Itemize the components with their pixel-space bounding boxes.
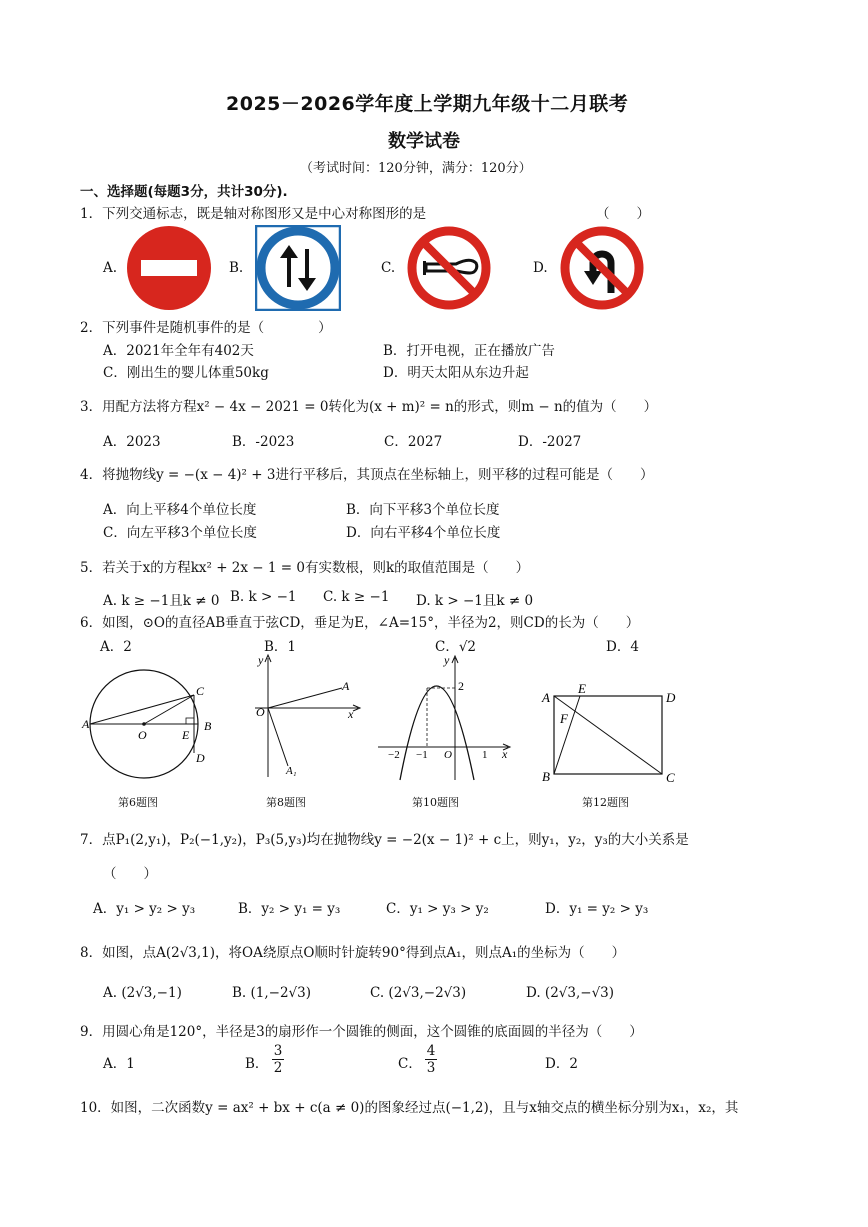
fig6-label-b: B xyxy=(204,719,212,733)
q2-option-c: C．刚出生的婴儿体重50kg xyxy=(103,365,269,381)
q2-stem: 2．下列事件是随机事件的是（ ） xyxy=(80,320,332,336)
q2-option-a: A．2021年全年有402天 xyxy=(103,343,254,359)
q9-option-c-label: C． xyxy=(398,1056,422,1072)
q8-stem: 8．如图，点A(2√3,1)，将OA绕原点O顺时针旋转90°得到点A₁，则点A₁的坐标为（ ） xyxy=(80,945,626,961)
fig12-label-e: E xyxy=(578,681,586,696)
q6-option-c: C．√2 xyxy=(435,639,477,655)
no-u-turn-sign-icon xyxy=(559,225,645,311)
q1-bracket: （ ） xyxy=(596,206,650,222)
fig8-label-a1: A₁ xyxy=(286,765,297,777)
exam-subtitle: 数学试卷 xyxy=(388,131,460,152)
section-heading: 一、选择题(每题3分，共计30分). xyxy=(80,184,288,200)
q5-stem: 5．若关于x的方程kx² + 2x − 1 = 0有实数根，则k的取值范围是（ ） xyxy=(80,560,530,576)
q9-option-c-denominator: 3 xyxy=(426,1060,436,1076)
q9-option-b-numerator: 3 xyxy=(273,1043,283,1059)
q7-option-c: C．y₁ > y₃ > y₂ xyxy=(386,901,489,917)
fig10-label-o: O xyxy=(444,749,452,761)
fig6-label-d: D xyxy=(196,751,205,765)
q5-option-c: C. k ≥ −1 xyxy=(323,589,390,605)
fig8-label-y: y xyxy=(258,653,264,667)
fig12-label-f: F xyxy=(560,711,568,726)
q9-option-b-fraction xyxy=(272,1043,284,1076)
q6-option-d: D．4 xyxy=(606,639,639,655)
q3-stem: 3．用配方法将方程x² − 4x − 2021 = 0转化为(x + m)² = n的形式，则m − n的值为（ ） xyxy=(80,399,658,415)
fig6-label-a: A xyxy=(82,717,90,731)
figure-8-rotation-diagram xyxy=(250,652,370,782)
q4-option-a: A．向上平移4个单位长度 xyxy=(103,502,257,518)
no-entry-sign-icon xyxy=(126,225,212,311)
q1-option-a-label: A. xyxy=(103,260,118,276)
exam-title: 2025－2026学年度上学期九年级十二月联考 xyxy=(226,93,629,115)
q9-option-b-denominator: 2 xyxy=(273,1060,283,1076)
q1-option-b-label: B. xyxy=(229,260,244,276)
figure-6-caption: 第6题图 xyxy=(118,796,158,809)
q6-option-a: A．2 xyxy=(100,639,132,655)
q3-option-a: A．2023 xyxy=(103,434,161,450)
fig10-label-1: 1 xyxy=(482,749,488,761)
fig8-label-x: x xyxy=(348,707,354,721)
q9-stem: 9．用圆心角是120°，半径是3的扇形作一个圆锥的侧面，这个圆锥的底面圆的半径为（ ） xyxy=(80,1024,643,1040)
q5-option-b: B. k > −1 xyxy=(230,589,297,605)
figure-6-circle-diagram xyxy=(80,668,220,788)
no-honking-sign-icon xyxy=(406,225,492,311)
fig12-label-a: A xyxy=(542,690,550,705)
q2-option-b: B．打开电视，正在播放广告 xyxy=(383,343,555,359)
q9-option-a: A．1 xyxy=(103,1056,135,1072)
figure-12-rectangle-diagram xyxy=(538,680,688,785)
fig6-label-c: C xyxy=(196,684,205,698)
q8-option-c: C. (2√3,−2√3) xyxy=(370,985,467,1001)
q6-stem: 6．如图，⊙O的直径AB垂直于弦CD，垂足为E，∠A=15°，半径为2，则CD的长为（ ） xyxy=(80,615,640,631)
q3-option-d: D．-2027 xyxy=(518,434,582,450)
q7-bracket: （ ） xyxy=(103,866,157,882)
q7-option-d: D．y₁ = y₂ > y₃ xyxy=(545,901,649,917)
q4-option-c: C．向左平移3个单位长度 xyxy=(103,525,257,541)
fig10-label-x: x xyxy=(502,747,508,761)
q6-option-b: B．1 xyxy=(264,639,297,655)
q5-option-a: A. k ≥ −1且k ≠ 0 xyxy=(103,593,220,609)
fig12-label-c: C xyxy=(666,770,675,785)
q9-option-c-numerator: 4 xyxy=(426,1043,436,1059)
figure-10-caption: 第10题图 xyxy=(412,796,459,809)
q3-option-c: C．2027 xyxy=(384,434,443,450)
q1-option-d-label: D. xyxy=(533,260,548,276)
q7-stem: 7．点P₁(2,y₁)，P₂(−1,y₂)，P₃(5,y₃)均在抛物线y = −2(x − 1)² + c上，则y₁，y₂，y₃的大小关系是 xyxy=(80,832,689,848)
fig10-label-neg1: −1 xyxy=(416,749,428,761)
two-way-traffic-sign-icon xyxy=(255,225,341,311)
figure-12-caption: 第12题图 xyxy=(582,796,629,809)
q7-option-b: B．y₂ > y₁ = y₃ xyxy=(238,901,341,917)
q8-option-a: A. (2√3,−1) xyxy=(103,985,182,1001)
fig6-label-e: E xyxy=(182,728,190,742)
fig10-label-y: y xyxy=(444,653,450,667)
q1-stem: 1．下列交通标志，既是轴对称图形又是中心对称图形的是 xyxy=(80,206,427,222)
q3-option-b: B．-2023 xyxy=(232,434,295,450)
fig12-label-d: D xyxy=(666,690,676,705)
q4-stem: 4．将抛物线y = −(x − 4)² + 3进行平移后，其顶点在坐标轴上，则平移的过程可能是（ ） xyxy=(80,467,654,483)
fig8-label-o: O xyxy=(256,705,265,719)
figure-10-parabola-diagram xyxy=(378,652,518,782)
fig12-label-b: B xyxy=(542,769,550,784)
q2-option-d: D．明天太阳从东边升起 xyxy=(383,365,529,381)
fig8-label-a: A xyxy=(342,679,350,693)
q8-option-b: B. (1,−2√3) xyxy=(232,985,312,1001)
fig10-label-2: 2 xyxy=(458,679,464,693)
q5-option-d: D. k > −1且k ≠ 0 xyxy=(416,593,534,609)
q7-option-a: A．y₁ > y₂ > y₃ xyxy=(93,901,196,917)
q1-option-c-label: C. xyxy=(381,260,396,276)
q4-option-d: D．向右平移4个单位长度 xyxy=(346,525,501,541)
q10-stem: 10．如图，二次函数y = ax² + bx + c(a ≠ 0)的图象经过点(−1,2)，且与x轴交点的横坐标分别为x₁，x₂，其 xyxy=(80,1100,739,1116)
fig6-label-o: O xyxy=(138,728,147,742)
figure-8-caption: 第8题图 xyxy=(266,796,306,809)
q8-option-d: D. (2√3,−√3) xyxy=(526,985,615,1001)
q4-option-b: B．向下平移3个单位长度 xyxy=(346,502,500,518)
exam-info: （考试时间：120分钟，满分：120分） xyxy=(300,161,532,176)
fig10-label-neg2: −2 xyxy=(388,749,400,761)
q9-option-b-label: B． xyxy=(245,1056,269,1072)
q9-option-c-fraction xyxy=(425,1043,437,1076)
q9-option-d: D．2 xyxy=(545,1056,578,1072)
